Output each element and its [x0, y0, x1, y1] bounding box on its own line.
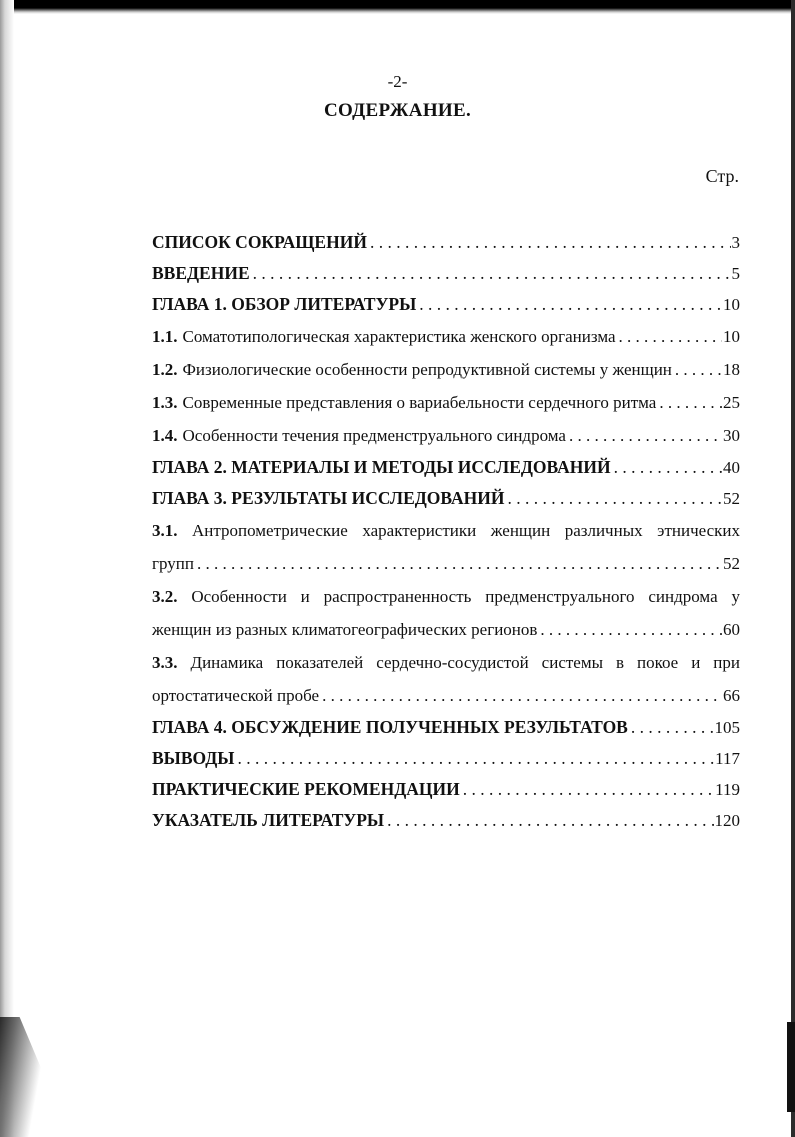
toc-entry-word: при: [713, 653, 740, 672]
toc-entry-number: 1.3.: [152, 393, 178, 412]
leader-dots: [614, 452, 722, 483]
toc-entry-conclusions[interactable]: [152, 743, 740, 774]
leader-dots: [631, 712, 714, 743]
leader-dots: [197, 547, 722, 580]
toc-entry-number: 1.1.: [152, 327, 178, 346]
toc-entry-page: 30: [723, 426, 740, 445]
leader-dots: [659, 386, 722, 419]
toc-entry-page: 18: [723, 360, 740, 379]
toc-entry-section-1-4[interactable]: [152, 419, 740, 452]
toc-entry-label: ГЛАВА 2. МАТЕРИАЛЫ И МЕТОДЫ ИССЛЕДОВАНИЙ: [152, 457, 611, 477]
toc-entry-label: ВВЕДЕНИЕ: [152, 263, 250, 283]
scan-border-left: [0, 0, 14, 1137]
leader-dots: [619, 320, 722, 353]
toc-entry-word: Динамика: [190, 653, 264, 672]
scan-border-right: [791, 0, 795, 1137]
toc-entry-number: 1.2.: [152, 360, 178, 379]
toc-entry-page: 10: [723, 327, 740, 346]
toc-entry-label: СПИСОК СОКРАЩЕНИЙ: [152, 232, 367, 252]
toc-entry-label: Особенности течения предменструального синдрома: [182, 426, 566, 445]
toc-entry-bibliography[interactable]: [152, 805, 740, 836]
toc-entry-page: 40: [723, 458, 740, 477]
toc-entry-page: 3: [731, 233, 740, 252]
scan-shadow-bottom-left: [0, 1017, 70, 1137]
toc-entry-chapter-4[interactable]: [152, 712, 740, 743]
toc-entry-word: Особенности: [191, 587, 287, 606]
toc-entry-page: 117: [715, 749, 740, 768]
toc-entry-page: 105: [714, 718, 740, 737]
leader-dots: [419, 289, 722, 320]
toc-entry-label: Современные представления о вариабельности сердечного ритма: [182, 393, 657, 412]
toc-entry-number: 1.4.: [152, 426, 178, 445]
toc-entry-label: ПРАКТИЧЕСКИЕ РЕКОМЕНДАЦИИ: [152, 779, 460, 799]
toc-entry-word: у: [731, 587, 740, 606]
leader-dots: [370, 227, 731, 258]
toc-entry-section-3-1[interactable]: [152, 514, 740, 580]
table-of-contents: [152, 227, 740, 836]
toc-entry-section-3-2[interactable]: [152, 580, 740, 646]
leader-dots: [540, 613, 722, 646]
toc-entry-introduction[interactable]: [152, 258, 740, 289]
toc-entry-label-continued: ортостатической пробе: [152, 686, 320, 705]
page-number: -2-: [387, 72, 408, 91]
toc-entry-word: показателей: [276, 653, 364, 672]
leader-dots: [507, 483, 722, 514]
toc-entry-label: Соматотипологическая характеристика женского организма: [182, 327, 616, 346]
toc-entry-label: ГЛАВА 4. ОБСУЖДЕНИЕ ПОЛУЧЕННЫХ РЕЗУЛЬТАТОВ: [152, 717, 628, 737]
toc-entry-number: 3.1.: [152, 521, 178, 540]
toc-entry-word: женщин: [490, 521, 551, 540]
toc-entry-word: этнических: [657, 521, 740, 540]
toc-entry-first-line: [152, 580, 740, 613]
leader-dots: [675, 353, 722, 386]
leader-dots: [238, 743, 715, 774]
leader-dots: [569, 419, 722, 452]
toc-entry-page: 5: [731, 264, 740, 283]
leader-dots: [253, 258, 731, 289]
toc-entry-page: 52: [723, 554, 740, 573]
toc-entry-page: 25: [723, 393, 740, 412]
toc-entry-word: покое: [636, 653, 679, 672]
toc-entry-second-line: [152, 679, 740, 712]
toc-entry-second-line: [152, 613, 740, 646]
toc-entry-label: ВЫВОДЫ: [152, 748, 235, 768]
toc-entry-recommendations[interactable]: [152, 774, 740, 805]
toc-entry-page: 60: [723, 620, 740, 639]
toc-entry-page: 10: [723, 295, 740, 314]
toc-entry-label: Физиологические особенности репродуктивной системы у женщин: [182, 360, 672, 379]
toc-entry-word: и: [300, 587, 310, 606]
toc-entry-chapter-2[interactable]: [152, 452, 740, 483]
toc-entry-number: 3.2.: [152, 587, 178, 606]
toc-entry-word: системы: [541, 653, 604, 672]
toc-entry-section-1-2[interactable]: [152, 353, 740, 386]
toc-entry-first-line: [152, 646, 740, 679]
toc-entry-word: различных: [564, 521, 643, 540]
toc-entry-label: УКАЗАТЕЛЬ ЛИТЕРАТУРЫ: [152, 810, 385, 830]
toc-entry-page: 66: [723, 686, 740, 705]
toc-entry-abbreviations[interactable]: [152, 227, 740, 258]
toc-entry-section-3-3[interactable]: [152, 646, 740, 712]
toc-entry-section-1-1[interactable]: [152, 320, 740, 353]
toc-entry-label-continued: женщин из разных климатогеографических регионов: [152, 620, 538, 639]
leader-dots: [463, 774, 714, 805]
toc-entry-chapter-1[interactable]: [152, 289, 740, 320]
toc-entry-page: 119: [715, 780, 740, 799]
toc-entry-word: синдрома: [648, 587, 718, 606]
toc-entry-section-1-3[interactable]: [152, 386, 740, 419]
toc-entry-word: в: [615, 653, 625, 672]
toc-entry-word: сердечно-сосудистой: [376, 653, 529, 672]
toc-entry-chapter-3[interactable]: [152, 483, 740, 514]
toc-entry-label: ГЛАВА 3. РЕЗУЛЬТАТЫ ИССЛЕДОВАНИЙ: [152, 488, 505, 508]
toc-entry-label: ГЛАВА 1. ОБЗОР ЛИТЕРАТУРЫ: [152, 294, 417, 314]
toc-entry-page: 52: [723, 489, 740, 508]
toc-entry-label-continued: групп: [152, 554, 194, 573]
toc-entry-word: Антропометрические: [192, 521, 348, 540]
toc-entry-page: 120: [714, 811, 740, 830]
toc-entry-first-line: [152, 514, 740, 547]
page-column-label: Стр.: [705, 166, 739, 186]
scan-border-top: [0, 0, 795, 14]
toc-entry-word: предменструального: [485, 587, 635, 606]
toc-entry-word: и: [691, 653, 701, 672]
scan-mark-right: [787, 1022, 795, 1112]
toc-entry-word: распространенность: [323, 587, 472, 606]
toc-entry-word: характеристики: [362, 521, 477, 540]
leader-dots: [322, 679, 722, 712]
page-title: СОДЕРЖАНИЕ.: [323, 100, 472, 121]
leader-dots: [387, 805, 713, 836]
toc-entry-number: 3.3.: [152, 653, 178, 672]
toc-entry-second-line: [152, 547, 740, 580]
